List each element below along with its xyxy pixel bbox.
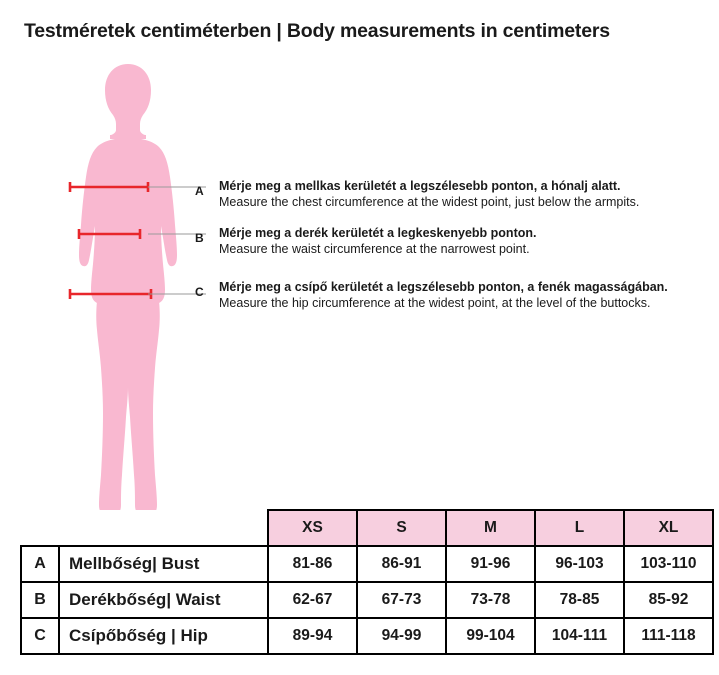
cell-bust-xs: 81-86 [268, 546, 357, 582]
callout-a-letter: A [195, 184, 204, 198]
cell-bust-s: 86-91 [357, 546, 446, 582]
leader-lines [148, 62, 220, 362]
page-title: Testméretek centiméterben | Body measurements in centimeters [24, 20, 610, 42]
cell-hip-xs: 89-94 [268, 618, 357, 654]
cell-hip-xl: 111-118 [624, 618, 713, 654]
cell-waist-xl: 85-92 [624, 582, 713, 618]
size-table [20, 509, 714, 655]
cell-waist-l: 78-85 [535, 582, 624, 618]
cell-hip-s: 94-99 [357, 618, 446, 654]
callout-b-en: Measure the waist circumference at the narrowest point. [219, 242, 530, 256]
callout-c-letter: C [195, 285, 204, 299]
table-row [21, 582, 713, 618]
cell-waist-s: 67-73 [357, 582, 446, 618]
row-letter-b: B [21, 582, 59, 618]
cell-waist-xs: 62-67 [268, 582, 357, 618]
row-letter-a: A [21, 546, 59, 582]
cell-bust-m: 91-96 [446, 546, 535, 582]
table-row [21, 618, 713, 654]
callout-b-hu: Mérje meg a derék kerületét a legkeskenyebb ponton. [219, 226, 537, 240]
cell-bust-xl: 103-110 [624, 546, 713, 582]
callout-a-hu: Mérje meg a mellkas kerületét a legszélesebb ponton, a hónalj alatt. [219, 179, 621, 193]
row-label-hip: Csípőbőség | Hip [59, 618, 268, 654]
column-header-xl: XL [624, 510, 713, 546]
table-row [21, 546, 713, 582]
callout-a-en: Measure the chest circumference at the widest point, just below the armpits. [219, 195, 640, 209]
column-header-m: M [446, 510, 535, 546]
column-header-xs: XS [268, 510, 357, 546]
callout-c-en: Measure the hip circumference at the widest point, at the level of the buttocks. [219, 296, 651, 310]
callout-b-letter: B [195, 231, 204, 245]
cell-hip-m: 99-104 [446, 618, 535, 654]
callout-b-text [219, 225, 536, 257]
row-letter-c: C [21, 618, 59, 654]
table-corner-letter [21, 510, 59, 546]
column-header-s: S [357, 510, 446, 546]
cell-bust-l: 96-103 [535, 546, 624, 582]
callout-c-text [219, 279, 668, 311]
callout-c-hu: Mérje meg a csípő kerületét a legszélesebb ponton, a fenék magasságában. [219, 280, 668, 294]
cell-waist-m: 73-78 [446, 582, 535, 618]
callout-a-text [219, 178, 639, 210]
table-corner-label [59, 510, 268, 546]
column-header-l: L [535, 510, 624, 546]
cell-hip-l: 104-111 [535, 618, 624, 654]
table-header-row [21, 510, 713, 546]
row-label-waist: Derékbőség| Waist [59, 582, 268, 618]
row-label-bust: Mellbőség| Bust [59, 546, 268, 582]
